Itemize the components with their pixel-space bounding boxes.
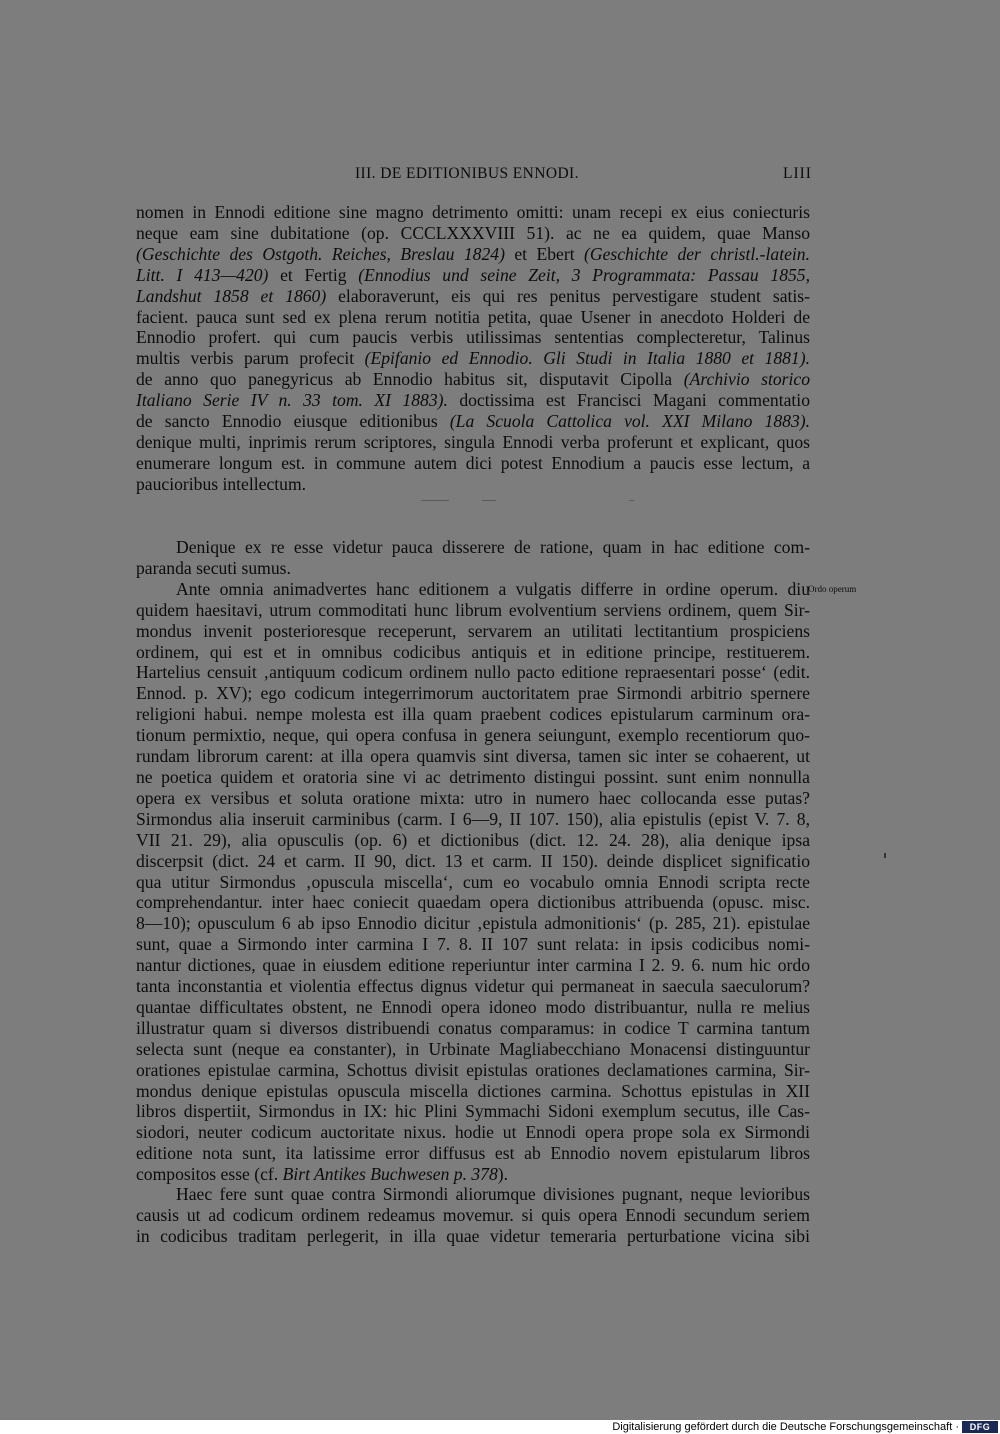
body-text: libros dispertiit, Sirmondus in IX: hic Plini Symmachi Sidoni exemplum secutus, ille Cas- [136, 1101, 810, 1122]
text-line [136, 934, 810, 955]
body-text: in codicibus traditam perlegerit, in illa quae videtur temeraria perturbatione vicina sibi [136, 1225, 810, 1246]
footer-banner [0, 1420, 1000, 1434]
body-text: doctissima est Francisci Magani commentatio [447, 390, 810, 411]
body-text: Ante omnia animadvertes hanc editionem a vulgatis differre in ordine operum. diu [176, 578, 810, 599]
text-line [136, 662, 810, 683]
body-text: tionum permixtio, neque, qui opera confusa in genera seiungunt, exemplo recentiorum quo- [136, 725, 810, 746]
margin-note: Ordo operum [808, 584, 857, 594]
text-line [136, 1205, 810, 1226]
citation-text: Italiano Serie IV n. 33 tom. XI 1883). [136, 390, 448, 411]
body-text: comprehendantur. inter haec coniecit quaedam opera dictionibus attribuenda (opusc. misc. [136, 892, 810, 913]
body-text: Ennod. p. XV); ego codicum integerrimorum auctoritatem prae Sirmondi arbitrio spernere [136, 683, 810, 704]
body-text: et Ebert [504, 243, 584, 264]
body-text: VII 21. 29), alia opusculis (op. 6) et dictionibus (dict. 12. 24. 28), alia denique ipsa [136, 829, 810, 850]
text-line [136, 997, 810, 1018]
body-text: denique multi, inprimis rerum scriptores, singula Ennodi verba proferunt et explicant, quos [136, 431, 810, 452]
text-line [136, 621, 810, 642]
text-line [136, 704, 810, 725]
body-text: mondus denique epistulas opuscula miscella dictiones carmina. Schottus epistulas in XII [136, 1080, 810, 1101]
text-line [136, 642, 810, 663]
body-text: Ennodio profert. qui cum paucis verbis utilissimas sententias complecteretur, Talinus [136, 327, 810, 348]
text-line [136, 851, 810, 872]
body-text: mondus invenit posterioresque receperunt, servarem an utilitati lectitantium prospiciens [136, 620, 810, 641]
text-line [136, 892, 810, 913]
text-line [136, 976, 810, 997]
citation-text: (Geschichte der christl.-latein. [584, 243, 810, 264]
text-line [136, 746, 810, 767]
citation-text: (Geschichte des Ostgoth. Reiches, Breslau 1824) [136, 243, 505, 264]
text-line [136, 558, 810, 579]
citation-text: (Archivio storico [683, 369, 811, 390]
text-line [136, 537, 810, 558]
body-text: Hartelius censuit ‚antiquum codicum ordinem nullo pacto editione repraesentari posse‘ (edit. [136, 662, 810, 683]
text-line [136, 390, 810, 411]
stray-mark [884, 853, 886, 858]
body-text: religioni habui. nempe molesta est illa quam praebent codices epistularum carminum ora- [136, 704, 810, 725]
footer-credit: Digitalisierung gefördert durch die Deutsche Forschungsgemeinschaft · [612, 1421, 959, 1433]
dfg-logo: DFG [962, 1421, 998, 1433]
text-line [136, 1039, 810, 1060]
text-line [136, 913, 810, 934]
text-line [136, 369, 810, 390]
body-text: orationes epistulae carmina, Schottus divisit epistulas orationes declamationes carmina, Sir- [136, 1059, 810, 1080]
text-line [136, 453, 810, 474]
text-line [136, 809, 810, 830]
body-text: sunt, quae a Sirmondo inter carmina I 7. 8. II 107 sunt relata: in ipsis codicibus nomi- [136, 934, 810, 955]
body-text: quidem haesitavi, utrum commoditati hunc librum evolventium serviens ordinem, quem Sir- [136, 599, 810, 620]
body-text: enumerare longum est. in commune autem dici potest Ennodium a paucis esse lectum, a [136, 452, 810, 473]
text-line [136, 327, 810, 348]
body-text: qua utitur Sirmondus ‚opuscula miscella‘, cum eo vocabulo omnia Ennodi scripta recte [136, 871, 810, 892]
body-text: paranda secuti sumus. [136, 557, 291, 578]
text-line [136, 1226, 810, 1247]
page-number: LIII [783, 165, 812, 182]
citation-text: Litt. I 413—420) [136, 264, 269, 285]
body-text: quantae difficultates obstent, ne Ennodi opera idoneo modo distribuantur, nulla re melius [136, 996, 810, 1017]
text-line [136, 683, 810, 704]
text-line [136, 307, 810, 328]
running-title: III. DE EDITIONIBUS ENNODI. [355, 165, 579, 182]
section-divider [629, 500, 634, 501]
text-line [136, 1143, 810, 1164]
body-text: ne poetica quidem et oratoria sine vi ac detrimento distingui possint. sunt enim nonnulla [136, 766, 810, 787]
section-divider [421, 500, 449, 501]
body-text: de sancto Ennodio eiusque editionibus [136, 411, 450, 432]
text-line [136, 1184, 810, 1205]
text-line [136, 1164, 810, 1185]
text-line [136, 265, 810, 286]
text-line [136, 600, 810, 621]
body-text: ). [497, 1164, 509, 1185]
paragraph-3 [136, 1184, 810, 1247]
text-line [136, 1081, 810, 1102]
body-text: nomen in Ennodi editione sine magno detrimento omitti: unam recepi ex eius coniecturis [136, 202, 810, 222]
citation-text: Birt Antikes Buchwesen p. 378 [282, 1164, 498, 1185]
body-text: facient. pauca sunt sed ex plena rerum notitia petita, quae Usener in anecdoto Holderi de [136, 306, 810, 327]
body-text: de anno quo panegyricus ab Ennodio habitus sit, disputavit Cipolla [136, 369, 684, 390]
body-text: ordinem, qui est et in omnibus codicibus antiquis et in editione principe, restituerem. [136, 641, 810, 662]
text-line [136, 1101, 810, 1122]
citation-text: Landshut 1858 et 1860) [136, 285, 327, 306]
body-text: rundam librorum carent: at illa opera quamvis sint diversa, tamen sic inter se cohaerent, ut [136, 746, 810, 767]
body-text: paucioribus intellectum. [136, 473, 307, 494]
body-text: editione nota sunt, ita latissime error diffusus est ab Ennodio novem epistularum libros [136, 1143, 810, 1164]
body-text: illustratur quam si diversos distribuendi conatus comparamus: in codice T carmina tantum [136, 1017, 810, 1038]
paragraph-1 [136, 202, 810, 495]
body-text: Sirmondus alia inseruit carminibus (carm. I 6—9, II 107. 150), alia epistulis (epist V. 7. 8, [136, 808, 810, 829]
body-text: selecta sunt (neque ea constanter), in Urbinate Magliabecchiano Monacensi distinguuntur [136, 1038, 810, 1059]
text-line [136, 286, 810, 307]
body-text: Denique ex re esse videtur pauca disserere de ratione, quam in hac editione com- [176, 537, 810, 557]
text-line [136, 244, 810, 265]
citation-text: (La Scuola Cattolica vol. XXI Milano 1883). [449, 411, 811, 432]
text-line [136, 788, 810, 809]
text-line [136, 872, 810, 893]
text-line [136, 202, 810, 223]
text-line [136, 348, 810, 369]
text-line [136, 725, 810, 746]
text-line [136, 1018, 810, 1039]
text-line [136, 432, 810, 453]
text-line [136, 579, 810, 600]
paragraph-2 [136, 537, 810, 1185]
text-line [136, 474, 810, 495]
section-divider [482, 500, 496, 501]
text-line [136, 955, 810, 976]
citation-text: (Epifanio ed Ennodio. Gli Studi in Italia 1880 et 1881). [364, 348, 810, 369]
body-text: et Fertig [268, 264, 359, 285]
body-text: Haec fere sunt quae contra Sirmondi aliorumque divisiones pugnant, neque levioribus [176, 1184, 810, 1204]
body-text: nantur dictiones, quae in eiusdem editione reperiuntur inter carmina I 2. 9. 6. num hic ordo [136, 955, 810, 976]
text-line [136, 1060, 810, 1081]
citation-text: (Ennodius und seine Zeit, 3 Programmata: Passau 1855, [358, 264, 810, 285]
text-line [136, 830, 810, 851]
body-text: 8—10); opusculum 6 ab ipso Ennodio dicitur ‚epistula admonitionis‘ (p. 285, 21). epistulae [136, 913, 810, 934]
body-text: tanta inconstantia et violentia effectus dignus videtur qui permaneat in saecula saeculorum? [136, 976, 810, 997]
body-text: compositos esse (cf. [136, 1164, 283, 1185]
body-text: causis ut ad codicum ordinem redeamus movemur. si quis opera Ennodi secundum seriem [136, 1204, 810, 1225]
page-header [0, 165, 1000, 187]
text-line [136, 1122, 810, 1143]
body-text: discerpsit (dict. 24 et carm. II 90, dict. 13 et carm. II 150). deinde displicet significatio [136, 850, 810, 871]
body-text: opera ex versibus et soluta oratione mixta: utro in numero haec collocanda esse putas? [136, 787, 810, 808]
text-line [136, 411, 810, 432]
text-line [136, 767, 810, 788]
body-text: neque eam sine dubitatione (op. CCCLXXXVIII 51). ac ne ea quidem, quae Manso [136, 222, 810, 243]
text-line [136, 223, 810, 244]
body-text: multis verbis parum profecit [136, 348, 365, 369]
body-text: elaboraverunt, eis qui res penitus pervestigare student satis- [326, 285, 810, 306]
body-text: siodori, neuter codicum auctoritate nixus. hodie ut Ennodi opera prope sola ex Sirmondi [136, 1122, 810, 1143]
